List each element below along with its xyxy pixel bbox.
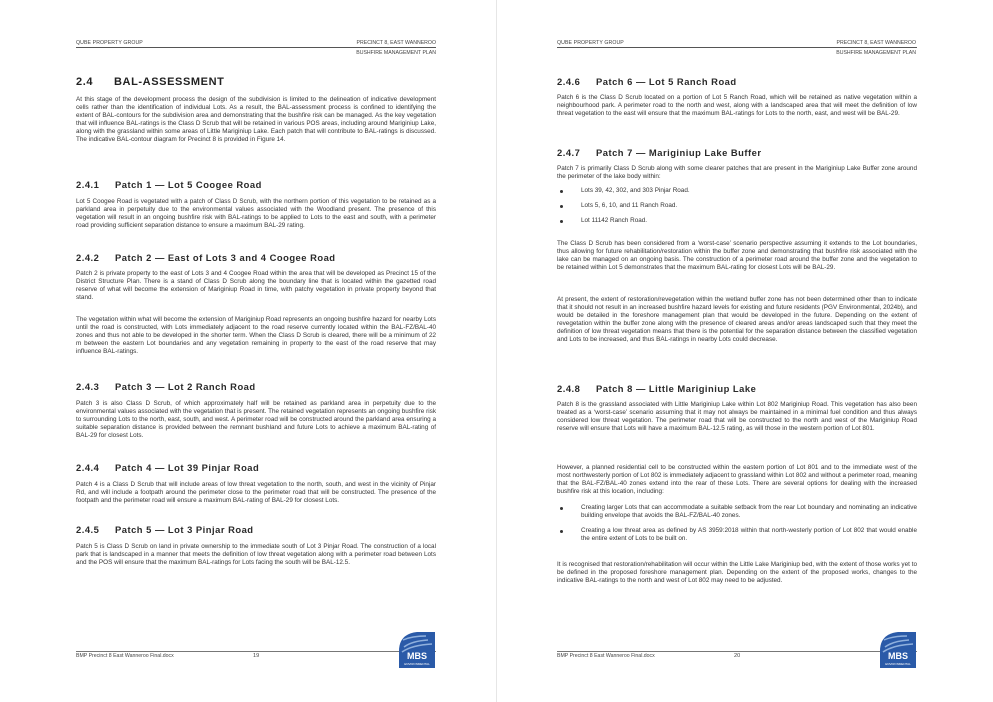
header-doc-type: BUSHFIRE MANAGEMENT PLAN (356, 50, 436, 56)
bullet-list (557, 504, 917, 543)
paragraph: Patch 5 is Class D Scrub on land in private ownership to the immediate south of Lot 3 Pinjar Road. The construction of a local park that is landscaped in a manner that meets the definition of low threat vegetation along with a perimeter road between Lots and the POS will ensure that the maximum BAL-ratings for Lots facing the south will be BAL-12.5. (76, 543, 436, 567)
section-heading (76, 76, 224, 88)
footer-rule (557, 651, 917, 652)
paragraph: The Class D Scrub has been considered from a ‘worst-case’ scenario perspective assuming it extends to the Lot boundaries, thus allowing for future rehabilitation/restoration within the buffer zone and demonstrating that bushfire risk associated with the lake can be managed on an ongoing basis. The construction of a perimeter road around the buffer zone and the vegetation to be retained within Lot 5 demonstrates that the maximum BAL-rating for closest Lots will be BAL-29. (557, 240, 917, 272)
logo-subtext: ENVIRONMENTAL (885, 662, 911, 666)
logo-text: MBS (407, 651, 427, 661)
paragraph: Patch 7 is primarily Class D Scrub along with some clearer patches that are present in the Mariginiup Lake Buffer zone around the perimeter of the lake body within: (557, 165, 917, 181)
subsection-title: Patch 7 — Mariginiup Lake Buffer (596, 147, 762, 158)
subsection-heading-2-4-6 (557, 76, 737, 87)
subsection-title: Patch 2 — East of Lots 3 and 4 Coogee Road (115, 252, 336, 263)
subsection-number: 2.4.3 (76, 381, 100, 392)
subsection-number: 2.4.4 (76, 462, 100, 473)
subsection-heading-2-4-4 (76, 462, 259, 473)
subsection-heading-2-4-5 (76, 524, 254, 535)
list-item: Creating a low threat area as defined by AS 3959:2018 within that north-westerly portion of Lot 802 that would enable the entire extent of Lots to be built on. (557, 527, 917, 543)
footer-filename: BMP Precinct 8 East Wanneroo Final.docx (76, 653, 174, 659)
bullet-list (557, 187, 917, 225)
list-item: Lot 11142 Ranch Road. (557, 217, 917, 225)
footer-filename: BMP Precinct 8 East Wanneroo Final.docx (557, 653, 655, 659)
paragraph: It is recognised that restoration/rehabilitation will occur within the Little Lake Mariginiup bed, with the extent of those works yet to be defined in the proposed foreshore management plan. Depending on the extent of the proposed works, changes to the indicative BAL-ratings to the north and west of Lot 802 may need to be adjusted. (557, 561, 917, 585)
paragraph: Patch 2 is private property to the east of Lots 3 and 4 Coogee Road within the area that will be developed as Precinct 15 of the District Structure Plan. There is a stand of Class D Scrub along the boundary line that is located within the gazetted road reserve of what will become the extension of Mariginiup Road in time, with patchy vegetation in private property beyond that stand. (76, 270, 436, 302)
list-item: Creating larger Lots that can accommodate a suitable setback from the rear Lot boundary and nominating an indicative building envelope that avoids the BAL-FZ/BAL-40 zones. (557, 504, 917, 520)
subsection-heading-2-4-3 (76, 381, 256, 392)
page-19 (0, 0, 496, 702)
paragraph: Patch 3 is also Class D Scrub, of which approximately half will be retained as parkland area in perpetuity due to the environmental values associated with the vegetation that is present. The retained vegetation represents an ongoing bushfire risk to surrounding Lots to the north, east, south, and west. A perimeter road will be constructed around the parkland area ensuring a suitable separation distance is provided between the remnant bushland and future Lots to achieve a maximum BAL-rating of BAL-29 for closest Lots. (76, 400, 436, 440)
mbs-logo (398, 631, 436, 669)
header-project: PRECINCT 8, EAST WANNEROO (836, 40, 916, 46)
subsection-number: 2.4.2 (76, 252, 100, 263)
subsection-heading-2-4-2 (76, 252, 336, 263)
section-intro: At this stage of the development process the design of the subdivision is limited to the delineation of indicative development cells rather than the identification of individual Lots. As a result, the BAL-assessment process is confined to identifying the extent of BAL-contours for the subdivision area and demonstrating that the bushfire risk can be managed. As the key vegetation that will influence BAL-ratings is the Class D Scrub that will be retained in various POS areas, including around Mariginiup Lake, along with the grassland within some areas of Little Mariginiup Lake. Each patch that will contribute to BAL-ratings is discussed. The indicative BAL-contour diagram for Precinct 8 is provided in Figure 14. (76, 96, 436, 144)
subsection-title: Patch 4 — Lot 39 Pinjar Road (115, 462, 260, 473)
list-item: Lots 39, 42, 302, and 303 Pinjar Road. (557, 187, 917, 195)
footer-rule (76, 651, 436, 652)
page-number: 19 (253, 653, 260, 659)
page-20 (497, 0, 993, 702)
subsection-heading-2-4-8 (557, 383, 756, 394)
subsection-title: Patch 6 — Lot 5 Ranch Road (596, 76, 737, 87)
subsection-title: Patch 1 — Lot 5 Coogee Road (115, 179, 262, 190)
paragraph: However, a planned residential cell to be constructed within the eastern portion of Lot 801 and to the immediate west of the most northwesterly portion of Lot 802 is immediately adjacent to grassland within Lot 802 and without a perimeter road, meaning that the BAL-FZ/BAL-40 zones extend into the rear of these Lots. There are several options for dealing with the increased bushfire risk at this location, including: (557, 464, 917, 496)
page-number: 20 (734, 653, 741, 659)
header-rule (76, 47, 436, 48)
paragraph: Patch 4 is a Class D Scrub that will include areas of low threat vegetation to the north, south, and west in the vicinity of Pinjar Rd, and will include a footpath around the perimeter close to the perimeter road that will be constructed. The presence of the footpath and the perimeter road will ensure a maximum BAL-rating of BAL-29 for closest Lots. (76, 481, 436, 505)
header-company: QUBE PROPERTY GROUP (76, 40, 143, 46)
subsection-title: Patch 3 — Lot 2 Ranch Road (115, 381, 256, 392)
subsection-heading-2-4-7 (557, 147, 762, 158)
subsection-number: 2.4.6 (557, 76, 581, 87)
mbs-logo (879, 631, 917, 669)
section-number: 2.4 (76, 76, 94, 88)
subsection-number: 2.4.7 (557, 147, 581, 158)
list-item: Lots 5, 6, 10, and 11 Ranch Road. (557, 202, 917, 210)
paragraph: The vegetation within what will become the extension of Mariginiup Road represents an ongoing bushfire hazard for nearby Lots until the road is constructed, with Lots immediately adjacent to the road reserve currently located within the BAL-FZ/BAL-40 zones and thus not able to be developed in the shorter term. When the Class D Scrub is cleared, there will be a minimum of 22 m between the eastern Lot boundaries and any vegetation remaining in property to the east of the road reserve that may influence BAL-ratings. (76, 316, 436, 356)
paragraph: At present, the extent of restoration/revegetation within the wetland buffer zone has not been determined other than to indicate that it should not result in an increased bushfire hazard levels for existing and future residents (PGV Environmental, 2024b), and would be detailed in the foreshore management plan that would be developed in the future. Depending on the extent of revegetation within the buffer zone along with the presence of cleared areas and/or areas landscaped such that they meet the definition of low threat vegetation means that there is the potential for the separation distance between the classified vegetation and Lots to be increased, and thus BAL-ratings in nearby Lots could decrease. (557, 296, 917, 344)
paragraph: Lot 5 Coogee Road is vegetated with a patch of Class D Scrub, with the northern portion of this vegetation to be retained as a parkland area in perpetuity due to the environmental values associated with the Woodland present. The presence of this vegetation will result in an ongoing bushfire risk with BAL-ratings to be applied to Lots to the east and south, with a perimeter road providing sufficient separation distance to ensure a maximum BAL-29 rating. (76, 198, 436, 230)
subsection-title: Patch 5 — Lot 3 Pinjar Road (115, 524, 254, 535)
header-project: PRECINCT 8, EAST WANNEROO (356, 40, 436, 46)
logo-subtext: ENVIRONMENTAL (404, 662, 430, 666)
subsection-title: Patch 8 — Little Mariginiup Lake (596, 383, 757, 394)
paragraph: Patch 8 is the grassland associated with Little Mariginiup Lake within Lot 802 Mariginiup Road. This vegetation has also been treated as a ‘worst-case’ scenario assuming that it may not always be maintained in a minimal fuel condition and thus always considered low threat vegetation. The perimeter road that will be constructed to the north and west of the Mariginiup Road reserve will ensure that Lots will have a maximum BAL-12.5 rating, as will those in the western portion of Lot 801. (557, 401, 917, 433)
section-title: BAL-ASSESSMENT (114, 76, 225, 88)
paragraph: Patch 6 is the Class D Scrub located on a portion of Lot 5 Ranch Road, which will be retained as native vegetation within a neighbourhood park. A perimeter road to the north and west, along with a landscaped area that will meet the definition of low threat vegetation to the east will ensure that the maximum BAL-ratings for Lots to the north, east, and west will be BAL-29. (557, 94, 917, 118)
subsection-heading-2-4-1 (76, 179, 262, 190)
header-doc-type: BUSHFIRE MANAGEMENT PLAN (836, 50, 916, 56)
subsection-number: 2.4.5 (76, 524, 100, 535)
subsection-number: 2.4.8 (557, 383, 581, 394)
header-rule (557, 47, 917, 48)
subsection-number: 2.4.1 (76, 179, 100, 190)
header-company: QUBE PROPERTY GROUP (557, 40, 624, 46)
logo-text: MBS (888, 651, 908, 661)
